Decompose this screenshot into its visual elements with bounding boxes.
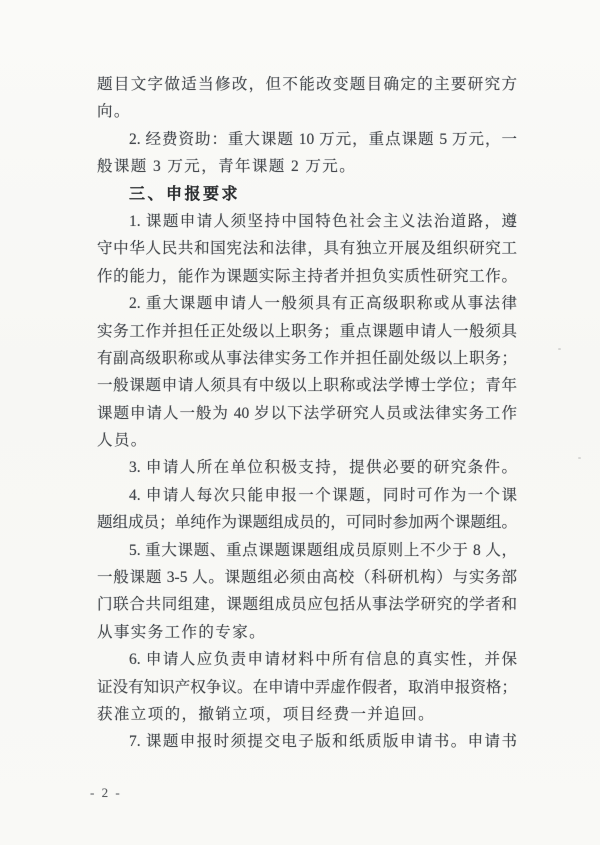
text-line: 1. 课题申请人须坚持中国特色社会主义法治道路，遵 [129,212,517,230]
text-line: 作的能力，能作为课题实际主持者并担负实质性研究工作。 [97,267,517,285]
page-number: - 2 - [90,785,122,800]
text-line: 课题申请人一般为 40 岁以下法学研究人员或法律实务工作 [97,404,517,422]
text-line: 向。 [97,103,131,121]
text-line: 2. 经费资助：重大课题 10 万元，重点课题 5 万元，一 [129,130,517,148]
text-line: 证没有知识产权争议。在申请中弄虚作假者，取消申报资格； [97,678,517,696]
text-line: 题目文字做适当修改，但不能改变题目确定的主要研究方 [97,76,517,93]
text-line: 6. 申请人应负责申请材料中所有信息的真实性，并保 [129,651,517,669]
scan-speck [558,348,561,350]
text-line: 4. 申请人每次只能申报一个课题，同时可作为一个课 [129,486,517,504]
text-line: 一般课题 3-5 人。课题组必须由高校（科研机构）与实务部 [97,569,517,587]
text-line: 实务工作并担任正处级以上职务；重点课题申请人一般须具 [97,322,517,340]
text-line: 门联合共同组建，课题组成员应包括从事法学研究的学者和 [97,596,517,614]
text-line: 守中华人民共和国宪法和法律，具有独立开展及组织研究工 [97,240,517,258]
text-line: 7. 课题申报时须提交电子版和纸质版申请书。申请书 [129,733,517,751]
text-line: 3. 申请人所在单位积极支持，提供必要的研究条件。 [129,459,517,477]
section-heading: 三、申报要求 [129,185,241,203]
text-line: 2. 重大课题申请人一般须具有正高级职称或从事法律 [129,295,517,313]
text-line: 从事实务工作的专家。 [97,623,267,641]
text-line: 一般课题申请人须具有中级以上职称或法学博士学位；青年 [97,377,517,395]
text-line: 题组成员；单纯作为课题组成员的，可同时参加两个课题组。 [97,514,517,532]
scan-speck [129,463,132,466]
text-line: 人员。 [97,432,148,450]
text-line: 有副高级职称或从事法律实务工作并担任副处级以上职务； [97,349,517,367]
scan-speck [578,457,581,459]
text-line: 般课题 3 万元，青年课题 2 万元。 [97,158,357,176]
text-line: 5. 重大课题、重点课题课题组成员原则上不少于 8 人， [129,541,517,559]
text-line: 获准立项的，撤销立项，项目经费一并追回。 [97,705,436,723]
document-text-block [97,71,517,756]
